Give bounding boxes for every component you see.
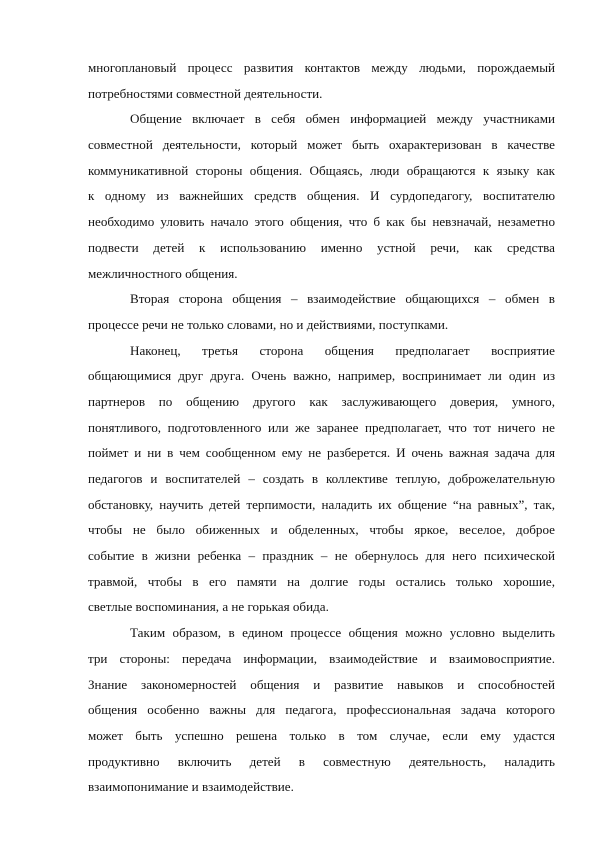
text-line: подвести детей к использованию именно устной речи, как средства — [88, 239, 555, 255]
text-line: межличностного общения. — [88, 265, 238, 281]
text-line: общающимися друг друга. Очень важно, например, воспринимает ли один из — [88, 368, 555, 384]
text-line: совместной деятельности, который может быть охарактеризован в качестве — [88, 137, 555, 153]
text-line: Вторая сторона общения – взаимодействие общающихся – обмен в — [130, 291, 555, 307]
text-line: Общение включает в себя обмен информацией между участниками — [130, 111, 555, 127]
text-line: три стороны: передача информации, взаимодействие и взаимовосприятие. — [88, 650, 555, 666]
text-line: светлые воспоминания, а не горькая обида. — [88, 599, 329, 615]
text-line: многоплановый процесс развития контактов между людьми, порождаемый — [88, 60, 555, 75]
text-line: Знание закономерностей общения и развитие навыков и способностей — [88, 676, 555, 692]
text-line: чтобы не было обиженных и обделенных, чтобы яркое, веселое, доброе — [88, 522, 555, 538]
paragraph-5 — [88, 620, 555, 800]
text-line: Таким образом, в едином процессе общения можно условно выделить — [130, 625, 555, 641]
text-line: продуктивно включить детей в совместную деятельность, наладить — [88, 753, 555, 769]
text-line: общения особенно важны для педагога, профессиональная задача которого — [88, 702, 555, 718]
text-line: травмой, чтобы в его памяти на долгие годы остались только хорошие, — [88, 573, 555, 589]
paragraph-2 — [88, 106, 555, 286]
text-line: взаимопонимание и взаимодействие. — [88, 779, 294, 795]
text-line: может быть успешно решена только в том случае, если ему удастся — [88, 727, 555, 743]
text-line: понятливого, подготовленного или же заранее предполагает, что тот ничего не — [88, 419, 555, 435]
paragraph-1 — [88, 55, 555, 106]
paragraph-3 — [88, 286, 555, 337]
text-line: событие в жизни ребенка – праздник – не обернулось для него психической — [88, 548, 555, 564]
text-line: Наконец, третья сторона общения предполагает восприятие — [130, 342, 555, 358]
text-line: поймет и ни в чем сообщенном ему не разберется. И очень важная задача для — [88, 445, 555, 461]
paragraph-4 — [88, 338, 555, 621]
text-line: необходимо уловить начало этого общения, что б как бы невзначай, незаметно — [88, 214, 555, 230]
text-line: коммуникативной стороны общения. Общаясь, люди обращаются к языку как — [88, 162, 555, 178]
body-text — [88, 55, 555, 800]
text-line: процессе речи не только словами, но и действиями, поступками. — [88, 316, 449, 332]
text-line: партнеров по общению другого как заслуживающего доверия, умного, — [88, 393, 555, 409]
text-line: потребностями совместной деятельности. — [88, 85, 323, 101]
text-line: обстановку, научить детей терпимости, наладить их общение “на равных”, так, — [88, 496, 555, 512]
text-line: педагогов и воспитателей – создать в коллективе теплую, доброжелательную — [88, 471, 555, 486]
text-line: к одному из важнейших средств общения. И сурдопедагогу, воспитателю — [88, 188, 555, 204]
